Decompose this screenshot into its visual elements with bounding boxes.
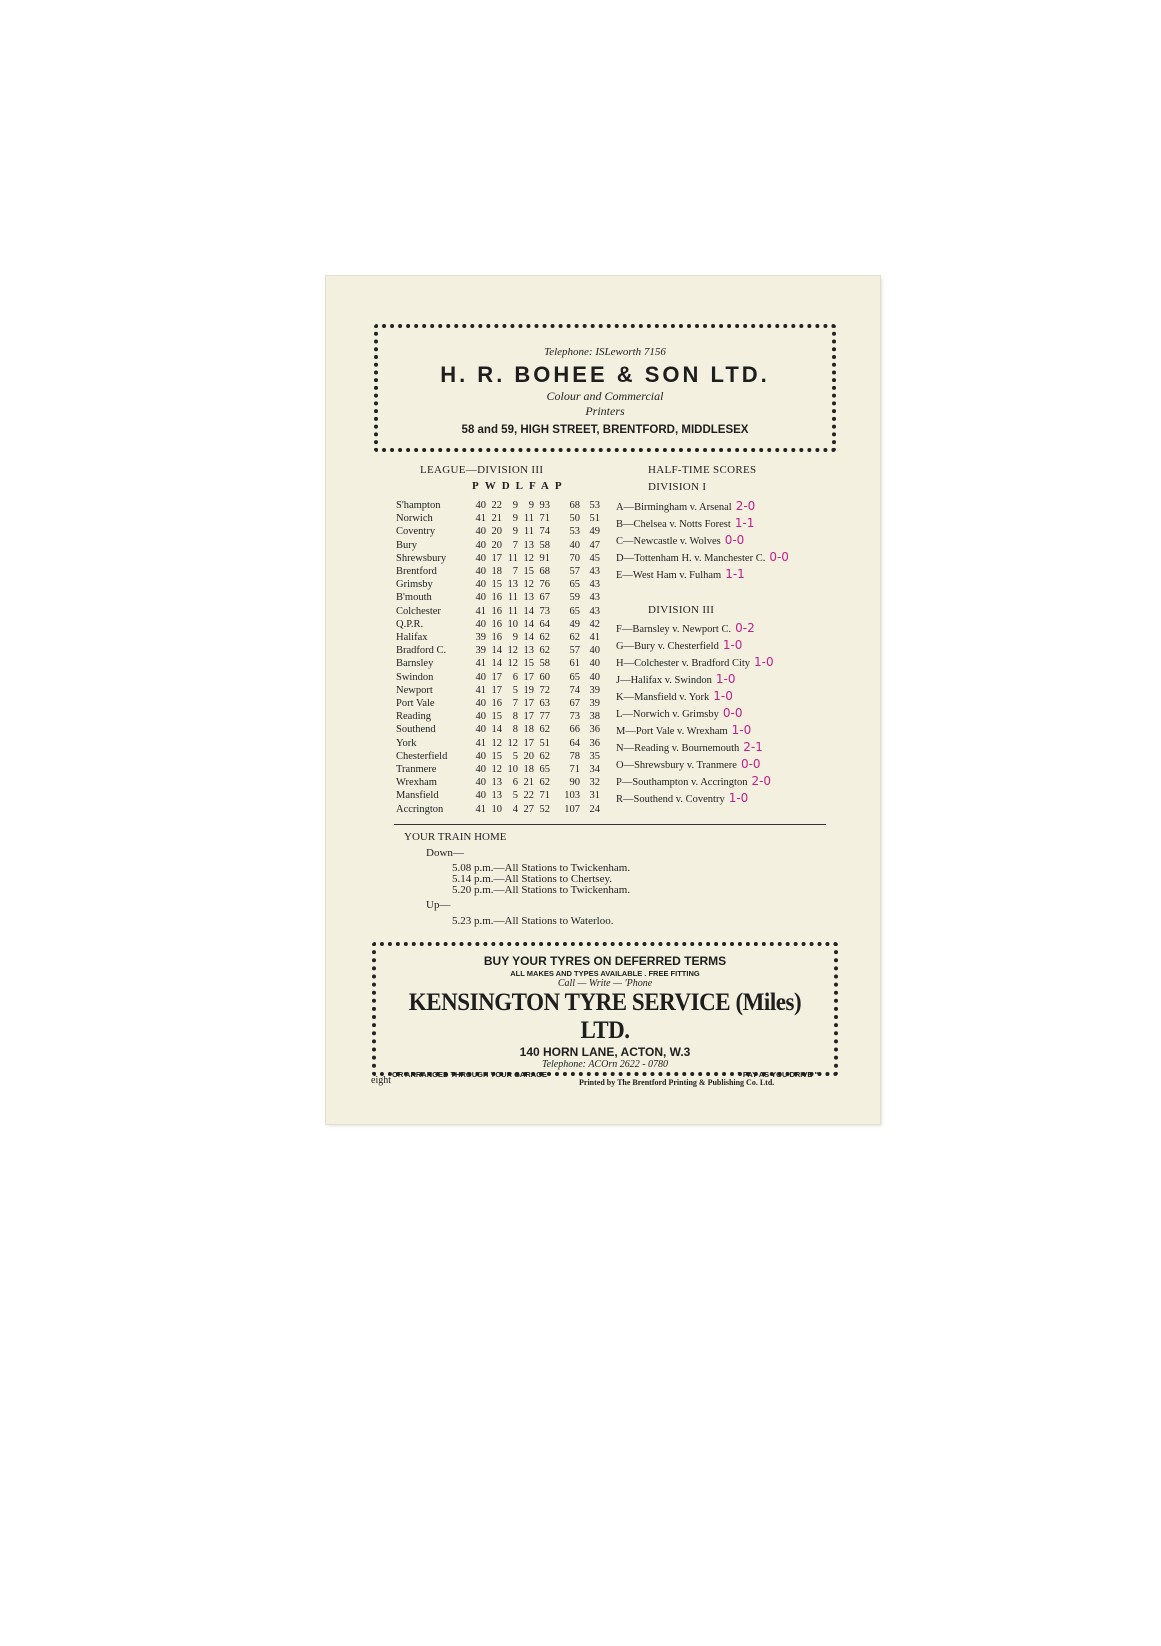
stat-cell: 71 [539, 513, 550, 525]
stat-cell: 40 [475, 566, 486, 578]
team-name: Shrewsbury [396, 552, 447, 564]
stat-cell: 13 [491, 790, 502, 802]
stat-cell: 12 [507, 645, 518, 657]
team-name: Bradford C. [396, 645, 447, 657]
table-row [396, 525, 600, 538]
stat-cell: 71 [539, 790, 550, 802]
stat-cell: 78 [569, 750, 580, 762]
stat-cell: 13 [523, 645, 534, 657]
stat-cell: 39 [589, 698, 600, 710]
stat-cell: 40 [589, 671, 600, 683]
printer-credit: Printed by The Brentford Printing & Publishing Co. Ltd. [579, 1078, 775, 1087]
result-line [616, 773, 774, 790]
stat-cell: 15 [523, 658, 534, 670]
stat-cell: 49 [589, 526, 600, 538]
stat-cell: 24 [589, 803, 600, 815]
stat-cell: 35 [589, 750, 600, 762]
table-row [396, 512, 600, 525]
table-row [396, 631, 600, 644]
table-row [396, 657, 600, 670]
programme-page [326, 276, 880, 1124]
train-up-label: Up— [426, 899, 451, 911]
tyre-slogan: " PAY AS YOU DRIVE " [737, 1070, 818, 1079]
stat-cell: 62 [539, 632, 550, 644]
stat-cell: 73 [539, 605, 550, 617]
stat-cell: 107 [564, 803, 580, 815]
result-line [616, 654, 774, 671]
table-row [396, 578, 600, 591]
stat-cell: 40 [589, 645, 600, 657]
fixture: D—Tottenham H. v. Manchester C. [616, 553, 766, 564]
handwritten-score: 0-0 [769, 550, 789, 564]
stat-cell: 41 [475, 803, 486, 815]
printer-address: 58 and 59, HIGH STREET, BRENTFORD, MIDDLESEX [461, 424, 749, 436]
stat-cell: 93 [539, 500, 550, 511]
result-line [616, 739, 774, 756]
table-row [396, 591, 600, 604]
stat-cell: 17 [523, 711, 534, 723]
stat-cell: 14 [491, 724, 502, 736]
stat-cell: 52 [539, 803, 550, 815]
fixture: C—Newcastle v. Wolves [616, 536, 721, 547]
stat-cell: 17 [523, 737, 534, 749]
stat-cell: 5 [512, 750, 518, 762]
stat-cell: 45 [589, 552, 600, 564]
stat-cell: 43 [589, 605, 600, 617]
division-one-results [616, 498, 789, 583]
table-row [396, 671, 600, 684]
stat-cell: 57 [569, 645, 580, 657]
tyre-call: Call — Write — 'Phone [557, 978, 653, 989]
stat-cell: 16 [491, 605, 502, 617]
train-down-3: 5.20 p.m.—All Stations to Twickenham. [452, 884, 631, 896]
fixture: L—Norwich v. Grimsby [616, 709, 719, 720]
stat-cell: 14 [523, 618, 534, 630]
handwritten-score: 2-0 [735, 499, 756, 513]
handwritten-score: 2-0 [751, 774, 772, 788]
stat-cell: 7 [512, 539, 518, 551]
result-line [616, 566, 789, 583]
stat-cell: 12 [491, 764, 502, 776]
stat-cell: 65 [569, 671, 580, 683]
stat-cell: 40 [569, 539, 580, 551]
stat-cell: 41 [475, 513, 486, 525]
result-line [616, 722, 774, 739]
result-line [616, 637, 774, 654]
league-title: LEAGUE—DIVISION III [420, 464, 544, 476]
result-line [616, 498, 789, 515]
result-line [616, 620, 774, 637]
tyre-makes: ALL MAKES AND TYPES AVAILABLE . FREE FITTING [510, 969, 700, 978]
table-row [396, 710, 600, 723]
table-row [396, 618, 600, 631]
stat-cell: 22 [523, 790, 534, 802]
team-name: Southend [396, 724, 436, 736]
stat-cell: 20 [523, 750, 534, 762]
printer-name: H. R. BOHEE & SON LTD. [440, 362, 770, 387]
stat-cell: 64 [569, 737, 580, 749]
team-name: Q.P.R. [396, 618, 424, 630]
stat-cell: 90 [569, 777, 580, 789]
stat-cell: 12 [491, 737, 502, 749]
stat-cell: 73 [569, 711, 580, 723]
stat-cell: 22 [491, 500, 502, 511]
stat-cell: 58 [539, 658, 550, 670]
stat-cell: 5 [512, 790, 518, 802]
handwritten-score: 0-0 [722, 706, 743, 720]
table-row [396, 803, 600, 816]
stat-cell: 15 [491, 750, 502, 762]
stat-cell: 6 [512, 671, 518, 683]
handwritten-score: 1-0 [715, 672, 736, 686]
stat-cell: 74 [539, 526, 550, 538]
table-row [396, 539, 600, 552]
team-name: Bury [396, 539, 417, 551]
stat-cell: 15 [491, 711, 502, 723]
team-name: Accrington [396, 803, 444, 815]
team-name: Coventry [396, 526, 436, 538]
stat-cell: 17 [523, 698, 534, 710]
stat-cell: 16 [491, 698, 502, 710]
stat-cell: 14 [523, 632, 534, 644]
stat-cell: 38 [589, 711, 600, 723]
stat-cell: 11 [507, 592, 518, 604]
table-row [396, 605, 600, 618]
fixture: H—Colchester v. Bradford City [616, 658, 751, 669]
stat-cell: 12 [507, 658, 518, 670]
train-down-1: 5.08 p.m.—All Stations to Twickenham. [452, 862, 631, 874]
stat-cell: 9 [512, 526, 518, 538]
stat-cell: 68 [569, 500, 580, 511]
stat-cell: 8 [512, 711, 518, 723]
stat-cell: 51 [589, 513, 600, 525]
stat-cell: 10 [507, 764, 518, 776]
team-name: Tranmere [396, 764, 437, 776]
stat-cell: 39 [475, 645, 486, 657]
table-row [396, 763, 600, 776]
stat-cell: 53 [589, 500, 600, 511]
stat-cell: 9 [528, 500, 534, 511]
stat-cell: 5 [512, 684, 518, 696]
stat-cell: 9 [512, 500, 518, 511]
result-line [616, 532, 789, 549]
team-name: Norwich [396, 513, 433, 525]
stat-cell: 13 [491, 777, 502, 789]
stat-cell: 20 [491, 539, 502, 551]
stat-cell: 41 [475, 684, 486, 696]
stat-cell: 72 [539, 684, 550, 696]
stat-cell: 13 [523, 592, 534, 604]
stat-cell: 43 [589, 592, 600, 604]
stat-cell: 11 [507, 605, 518, 617]
handwritten-score: 0-2 [735, 621, 755, 635]
stat-cell: 16 [491, 592, 502, 604]
table-row [396, 750, 600, 763]
result-line [616, 515, 789, 532]
stat-cell: 16 [491, 632, 502, 644]
team-name: Newport [396, 684, 433, 696]
stat-cell: 76 [539, 579, 550, 591]
stat-cell: 66 [569, 724, 580, 736]
stat-cell: 62 [539, 724, 550, 736]
stat-cell: 36 [589, 724, 600, 736]
division-three-results [616, 620, 774, 807]
stat-cell: 50 [569, 513, 580, 525]
team-name: Grimsby [396, 579, 433, 591]
stat-cell: 40 [475, 552, 486, 564]
stat-cell: 10 [491, 803, 502, 815]
stat-cell: 18 [491, 566, 502, 578]
stat-cell: 40 [475, 539, 486, 551]
table-row [396, 789, 600, 802]
fixture: P—Southampton v. Accrington [616, 777, 748, 788]
stat-cell: 13 [507, 579, 518, 591]
stat-cell: 47 [589, 539, 600, 551]
league-columns: PWDLFAP [472, 480, 568, 492]
table-row [396, 697, 600, 710]
stat-cell: 74 [569, 684, 580, 696]
fixture: F—Barnsley v. Newport C. [616, 624, 732, 635]
stat-cell: 20 [491, 526, 502, 538]
table-row [396, 565, 600, 578]
stat-cell: 16 [491, 618, 502, 630]
tyre-address: 140 HORN LANE, ACTON, W.3 [519, 1045, 691, 1059]
team-name: Reading [396, 711, 431, 723]
stat-cell: 39 [589, 684, 600, 696]
stat-cell: 40 [475, 698, 486, 710]
stat-cell: 40 [475, 579, 486, 591]
stat-cell: 4 [512, 803, 518, 815]
printer-telephone: Telephone: ISLeworth 7156 [544, 346, 666, 358]
tyre-garage: OR ARRANGED THROUGH YOUR GARAGE [392, 1070, 548, 1079]
stat-cell: 34 [589, 764, 600, 776]
stat-cell: 40 [475, 500, 486, 511]
stat-cell: 11 [523, 526, 534, 538]
stat-cell: 40 [475, 592, 486, 604]
handwritten-score: 1-1 [734, 516, 755, 530]
stat-cell: 68 [539, 566, 550, 578]
handwritten-score: 2-1 [743, 740, 763, 754]
train-down-2: 5.14 p.m.—All Stations to Chertsey. [452, 873, 613, 885]
team-name: Swindon [396, 671, 434, 683]
table-row [396, 737, 600, 750]
stat-cell: 6 [512, 777, 518, 789]
fixture: G—Bury v. Chesterfield [616, 641, 719, 652]
stat-cell: 42 [589, 618, 600, 630]
stat-cell: 62 [539, 645, 550, 657]
stat-cell: 57 [569, 566, 580, 578]
stat-cell: 41 [475, 605, 486, 617]
stat-cell: 7 [512, 698, 518, 710]
table-row [396, 499, 600, 512]
printer-advert [374, 324, 836, 452]
stat-cell: 11 [507, 552, 518, 564]
stat-cell: 21 [523, 777, 534, 789]
division-one-title: DIVISION I [648, 481, 707, 493]
stat-cell: 13 [523, 539, 534, 551]
stat-cell: 70 [569, 552, 580, 564]
stat-cell: 9 [512, 513, 518, 525]
result-line [616, 756, 774, 773]
result-line [616, 790, 774, 807]
table-row [396, 684, 600, 697]
stat-cell: 67 [569, 698, 580, 710]
stat-cell: 17 [491, 684, 502, 696]
team-name: Brentford [396, 566, 437, 578]
stat-cell: 40 [475, 790, 486, 802]
stat-cell: 40 [475, 764, 486, 776]
printer-line2: Printers [585, 404, 625, 418]
fixture: E—West Ham v. Fulham [616, 570, 722, 581]
stat-cell: 62 [539, 750, 550, 762]
team-name: Colchester [396, 605, 441, 617]
stat-cell: 63 [539, 698, 550, 710]
stat-cell: 61 [569, 658, 580, 670]
stat-cell: 41 [589, 632, 600, 644]
stat-cell: 59 [569, 592, 580, 604]
table-row [396, 723, 600, 736]
tyre-telephone: Telephone: ACOrn 2622 - 0780 [541, 1059, 669, 1070]
stat-cell: 19 [523, 684, 534, 696]
stat-cell: 40 [475, 671, 486, 683]
page-number: eight [371, 1075, 391, 1086]
stat-cell: 17 [523, 671, 534, 683]
stat-cell: 9 [512, 632, 518, 644]
handwritten-score: 1-0 [728, 791, 749, 805]
handwritten-score: 0-0 [724, 533, 745, 547]
division-three-title: DIVISION III [648, 604, 715, 616]
stat-cell: 91 [539, 552, 550, 564]
stat-cell: 65 [539, 764, 550, 776]
team-name: S'hampton [396, 500, 441, 511]
fixture: R—Southend v. Coventry [616, 794, 725, 805]
stat-cell: 7 [512, 566, 518, 578]
printer-line1: Colour and Commercial [546, 389, 664, 403]
handwritten-score: 0-0 [740, 757, 761, 771]
fixture: B—Chelsea v. Notts Forest [616, 519, 731, 530]
stat-cell: 43 [589, 579, 600, 591]
stat-cell: 51 [539, 737, 550, 749]
team-name: Barnsley [396, 658, 434, 670]
fixture: K—Mansfield v. York [616, 692, 710, 703]
stat-cell: 17 [491, 671, 502, 683]
stat-cell: 15 [523, 566, 534, 578]
train-up-1: 5.23 p.m.—All Stations to Waterloo. [452, 915, 614, 927]
fixture: M—Port Vale v. Wrexham [616, 726, 728, 737]
fixture: N—Reading v. Bournemouth [616, 743, 740, 754]
result-line [616, 705, 774, 722]
team-name: Mansfield [396, 790, 439, 802]
fixture: A—Birmingham v. Arsenal [616, 502, 732, 513]
stat-cell: 14 [523, 605, 534, 617]
stat-cell: 40 [589, 658, 600, 670]
stat-cell: 60 [539, 671, 550, 683]
stat-cell: 40 [475, 750, 486, 762]
train-down-label: Down— [426, 847, 464, 859]
result-line [616, 671, 774, 688]
handwritten-score: 1-0 [713, 689, 733, 703]
stat-cell: 53 [569, 526, 580, 538]
stat-cell: 36 [589, 737, 600, 749]
stat-cell: 67 [539, 592, 550, 604]
stat-cell: 103 [564, 790, 580, 802]
stat-cell: 49 [569, 618, 580, 630]
team-name: Wrexham [396, 777, 437, 789]
tyre-company: KENSINGTON TYRE SERVICE (Miles) LTD. [408, 989, 802, 1044]
team-name: Chesterfield [396, 750, 448, 762]
table-row [396, 552, 600, 565]
stat-cell: 17 [491, 552, 502, 564]
stat-cell: 65 [569, 605, 580, 617]
team-name: York [396, 737, 417, 749]
stat-cell: 65 [569, 579, 580, 591]
stat-cell: 12 [507, 737, 518, 749]
stat-cell: 71 [569, 764, 580, 776]
stat-cell: 10 [507, 618, 518, 630]
halftime-title: HALF-TIME SCORES [648, 464, 757, 476]
stat-cell: 40 [475, 526, 486, 538]
stat-cell: 77 [539, 711, 550, 723]
stat-cell: 14 [491, 645, 502, 657]
stat-cell: 39 [475, 632, 486, 644]
fixture: O—Shrewsbury v. Tranmere [616, 760, 737, 771]
handwritten-score: 1-1 [725, 567, 745, 581]
stat-cell: 31 [589, 790, 600, 802]
team-name: Halifax [396, 632, 428, 644]
stat-cell: 40 [475, 618, 486, 630]
stat-cell: 58 [539, 539, 550, 551]
stat-cell: 14 [491, 658, 502, 670]
stat-cell: 32 [589, 777, 600, 789]
section-divider [394, 824, 826, 825]
result-line [616, 688, 774, 705]
stat-cell: 41 [475, 737, 486, 749]
train-title: YOUR TRAIN HOME [404, 831, 507, 843]
team-name: Port Vale [396, 698, 435, 710]
team-name: B'mouth [396, 592, 432, 604]
league-table [396, 499, 600, 816]
stat-cell: 12 [523, 552, 534, 564]
handwritten-score: 1-0 [731, 723, 752, 737]
handwritten-score: 1-0 [722, 638, 743, 652]
stat-cell: 43 [589, 566, 600, 578]
stat-cell: 62 [539, 777, 550, 789]
stat-cell: 40 [475, 711, 486, 723]
table-row [396, 776, 600, 789]
tyre-advert [372, 942, 838, 1079]
stat-cell: 27 [523, 803, 534, 815]
table-row [396, 644, 600, 657]
stat-cell: 62 [569, 632, 580, 644]
stat-cell: 64 [539, 618, 550, 630]
stat-cell: 18 [523, 764, 534, 776]
stat-cell: 11 [523, 513, 534, 525]
stat-cell: 21 [491, 513, 502, 525]
stat-cell: 8 [512, 724, 518, 736]
result-line [616, 549, 789, 566]
stat-cell: 12 [523, 579, 534, 591]
stat-cell: 18 [523, 724, 534, 736]
stat-cell: 40 [475, 777, 486, 789]
stat-cell: 40 [475, 724, 486, 736]
handwritten-score: 1-0 [754, 655, 774, 669]
stat-cell: 41 [475, 658, 486, 670]
fixture: J—Halifax v. Swindon [616, 675, 712, 686]
tyre-headline: BUY YOUR TYRES ON DEFERRED TERMS [483, 954, 727, 968]
stat-cell: 15 [491, 579, 502, 591]
